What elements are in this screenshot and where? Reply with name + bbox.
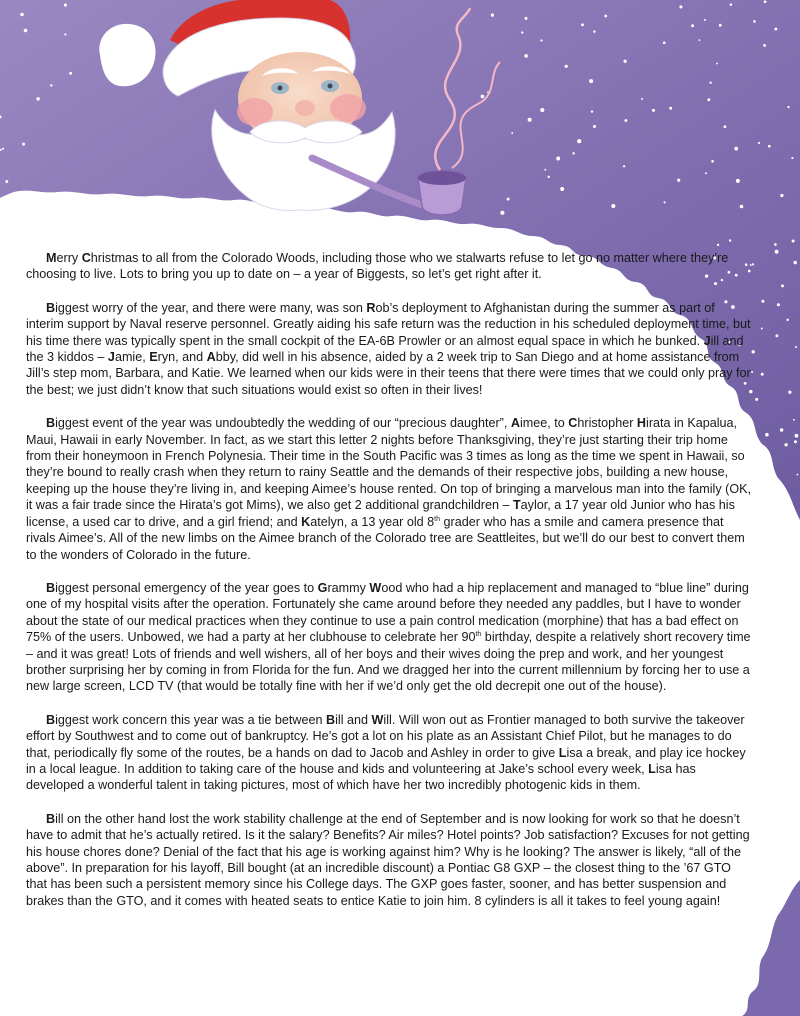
initial-letter: B	[46, 580, 56, 595]
snowflake-icon	[50, 84, 52, 86]
paragraph-text: ill and the 3 kiddos –	[26, 333, 744, 365]
paragraph-text: ood who had a hip replacement and managed to “blue line” during one of my hospital visits after the operation. Fortunately she came around before they needed any paddles, but I have to wonder about the state of our medical practices when they continue to use a pain control medication (morphine) that has a bad effect on 75% of the users. Unbowed, we had a party at her clubhouse to celebrate her 90	[26, 580, 749, 645]
initial-letter: H	[636, 416, 647, 431]
snowflake-icon	[664, 201, 666, 203]
snowflake-icon	[704, 19, 706, 21]
snowflake-icon	[511, 132, 513, 134]
letter-paragraph	[26, 250, 754, 283]
snowflake-icon	[623, 60, 626, 63]
snowflake-icon	[765, 433, 769, 437]
snowflake-icon	[758, 490, 760, 492]
snowflake-icon	[775, 334, 778, 337]
snowflake-icon	[64, 33, 66, 35]
snowflake-icon	[774, 243, 777, 246]
snowflake-icon	[652, 109, 655, 112]
initial-letter: A	[206, 350, 216, 365]
snowflake-icon	[768, 145, 771, 148]
snowflake-icon	[740, 205, 744, 209]
snowflake-icon	[669, 107, 672, 110]
initial-letter: W	[371, 712, 384, 727]
snowflake-icon	[589, 79, 593, 83]
paragraph-text: ill and	[335, 712, 372, 727]
initial-letter: B	[46, 416, 56, 431]
paragraph-text: irata in Kapalua, Maui, Hawaii in early November. In fact, as we start this letter 2 nights before Thanksgiving, they’re just starting their trip home from their honeymoon in French Polynesia. Their time in the South Pacific was 3 times as long as the time we spent in Hawaii, so they’re bound to really crash when they return to rainy Seattle and the demands of their respective jobs, building a new house, keeping up the house they’re living in, and keeping Aimee’s house rented. On top of bringing a marvelous man into the family (OK, it was a fair trade since the Hirata’s got Mims), we also get 2 additional grandchildren –	[26, 416, 752, 513]
initial-letter: L	[648, 761, 656, 776]
initial-letter: W	[369, 580, 382, 595]
paragraph-text: ill on the other hand lost the work stability challenge at the end of September and is now looking for work so that he doesn’t have to admit that he’s actually retired. Is it the salary? Benefits? Air miles? Hotel points? Job satisfaction? Excuses for not getting his house chores done? Denial of the fact that his age is working against him? Why is he looking? The answer is likely, “all of the above”. In preparation for his layoff, Bill bought (at an incredible discount) a Pontiac G8 GXP – the closest thing to the ’67 GTO that has been such a persistent memory since his College days. The GXP goes faster, sooner, and has better suspension and brakes than the GTO, and it comes with heated seats to entice Katie to join him. 8 cylinders is all it takes to feel young again!	[26, 811, 750, 908]
snowflake-icon	[796, 474, 798, 476]
paragraph-text: grader who has a smile and camera presence that rivals Aimee’s. All of the new limbs on the Aimee branch of the Colorado tree are Seattleites, but we’ll do our best to convert them to the wonders of Colorado in the future.	[26, 514, 745, 562]
right-cheek	[330, 94, 366, 122]
initial-letter: J	[107, 350, 115, 365]
snowflake-icon	[691, 24, 694, 27]
snowflake-icon	[777, 303, 780, 306]
letter-body	[26, 250, 754, 926]
snowflake-icon	[528, 118, 532, 122]
snowflake-icon	[593, 30, 595, 32]
snowflake-icon	[677, 179, 680, 182]
paragraph-text: atelyn, a 13 year old 8	[310, 514, 435, 529]
paragraph-text: birthday, despite a relatively short recovery time – and it was great! Lots of friends and well wishers, all of her boys and their wives doing the prep and work, and her youngest brother surprising her by coming in from Florida for the fun. And we dragged her into the current millennium by forcing her to use a new large screen, LCD TV (that would be totally fine with her if we’d only get the old decrepit one out of the house).	[26, 630, 751, 694]
snowflake-icon	[560, 187, 564, 191]
snowflake-icon	[577, 139, 581, 143]
snowflake-icon	[753, 20, 756, 23]
letter-paragraph	[26, 811, 754, 909]
snowflake-icon	[717, 244, 719, 246]
snowflake-icon	[22, 143, 25, 146]
snowflake-icon	[20, 13, 24, 17]
letter-paragraph	[26, 415, 754, 563]
initial-letter: C	[81, 251, 91, 265]
snowflake-icon	[2, 148, 4, 150]
initial-letter: B	[46, 712, 56, 727]
snowflake-icon	[36, 97, 39, 100]
paragraph-text: iggest event of the year was undoubtedly the wedding of our “precious daughter”,	[55, 416, 511, 431]
ordinal-suffix: th	[434, 515, 440, 523]
initial-letter: T	[512, 498, 521, 513]
paragraph-text: erry	[56, 251, 82, 265]
snowflake-icon	[705, 172, 707, 174]
paragraph-text: iggest worry of the year, and there were many, was son	[55, 300, 367, 315]
snowflake-icon	[761, 300, 764, 303]
snowflake-icon	[572, 152, 574, 154]
snowflake-icon	[776, 496, 779, 499]
snowflake-icon	[521, 31, 523, 33]
snowflake-icon	[716, 63, 718, 65]
snowflake-icon	[734, 147, 738, 151]
snowflake-icon	[591, 110, 593, 112]
snowflake-icon	[547, 176, 549, 178]
initial-letter: R	[366, 300, 376, 315]
snowflake-icon	[663, 41, 666, 44]
snowflake-icon	[481, 95, 485, 99]
snowflake-icon	[679, 5, 682, 8]
snowflake-icon	[540, 39, 542, 41]
snowflake-icon	[793, 419, 795, 421]
snowflake-icon	[69, 72, 72, 75]
snowflake-icon	[788, 391, 791, 394]
snowflake-icon	[719, 24, 722, 27]
paragraph-text: hristopher	[577, 416, 637, 431]
snowflake-icon	[623, 165, 625, 167]
snowflake-icon	[774, 28, 777, 31]
paragraph-text: ill. Will won out as Frontier managed to both survive the takeover effort by Southwest and to come out of bankruptcy. He’s got a lot on his plate as an Assistant Chief Pilot, but he manages to do that, periodically fly some of the routes, be a hands on dad to Jacob and Ashley in order to give	[26, 712, 745, 760]
initial-letter: B	[46, 300, 56, 315]
snowflake-icon	[611, 204, 615, 208]
snowflake-icon	[795, 346, 797, 348]
paragraph-text: rammy	[327, 580, 370, 595]
paragraph-text: isa has developed a wonderful talent in taking pictures, most of which have her two incredibly photogenic kids in them.	[26, 761, 696, 793]
snowflake-icon	[730, 3, 733, 6]
nose	[295, 100, 315, 116]
snowflake-icon	[761, 373, 764, 376]
snowflake-icon	[593, 125, 596, 128]
snowflake-icon	[699, 39, 701, 41]
paragraph-text: aylor, a 17 year old Junior who has his license, a used car to drive, and a girl friend; and	[26, 498, 735, 529]
paragraph-text: ryn, and	[157, 350, 207, 365]
snowflake-icon	[524, 54, 528, 58]
snowflake-icon	[764, 0, 767, 3]
snowflake-icon	[491, 13, 494, 16]
letter-paragraph	[26, 580, 754, 695]
snowflake-icon	[5, 180, 8, 183]
initial-letter: B	[326, 712, 336, 727]
snowflake-icon	[525, 17, 528, 20]
initial-letter: B	[46, 811, 56, 826]
snowflake-icon	[791, 157, 793, 159]
initial-letter: K	[301, 514, 311, 529]
paragraph-text: iggest work concern this year was a tie between	[55, 712, 327, 727]
snowflake-icon	[794, 440, 797, 443]
paragraph-text: hristmas to all from the Colorado Woods, including those who we stalwarts refuse to let go no matter where they’re choosing to live. Lots to bring you up to date on – a year of Biggests, so let’s get right after it.	[26, 251, 729, 282]
snowflake-icon	[786, 319, 788, 321]
snowflake-icon	[709, 82, 711, 84]
snowflake-icon	[794, 261, 797, 264]
snowflake-icon	[64, 3, 67, 6]
initial-letter: G	[317, 580, 328, 595]
snowflake-icon	[780, 194, 783, 197]
snowflake-icon	[761, 328, 763, 330]
initial-letter: J	[703, 333, 711, 348]
snowflake-icon	[707, 98, 710, 101]
snowflake-icon	[641, 98, 643, 100]
snowflake-icon	[755, 398, 758, 401]
letter-paragraph	[26, 712, 754, 794]
snowflake-icon	[787, 106, 789, 108]
snowflake-icon	[781, 284, 784, 287]
ordinal-suffix: th	[475, 630, 482, 638]
snowflake-icon	[795, 434, 799, 438]
paragraph-text: isa a break, and play ice hockey in a local league. In addition to taking care of the house and kids and volunteering at Jake’s school every week,	[26, 745, 746, 776]
snowflake-icon	[540, 108, 544, 112]
snowflake-icon	[723, 125, 726, 128]
snowflake-icon	[24, 29, 28, 33]
paragraph-text: iggest personal emergency of the year goes to	[55, 580, 318, 595]
snowflake-icon	[763, 44, 766, 47]
snowflake-icon	[775, 250, 779, 254]
snowflake-icon	[758, 142, 760, 144]
snowflake-icon	[736, 179, 740, 183]
snowflake-icon	[565, 65, 568, 68]
snowflake-icon	[766, 495, 770, 499]
snowflake-icon	[556, 157, 560, 161]
initial-letter: E	[149, 350, 158, 365]
letter-paragraph	[26, 300, 754, 398]
snowflake-icon	[780, 428, 783, 431]
snowflake-icon	[500, 211, 504, 215]
paragraph-text: bby, did well in his absence, aided by a 2 week trip to San Diego and at home assistance from Jill’s step mom, Barbara, and Katie. We learned when our kids were in their teens that there were times that we could only pray for the best; we just didn’t know that such situations would exist so often in their lives!	[26, 350, 751, 397]
snowflake-icon	[792, 239, 795, 242]
paragraph-text: imee, to	[519, 416, 569, 431]
snowflake-icon	[729, 239, 731, 241]
paragraph-text: amie,	[114, 350, 150, 365]
initial-letter: C	[568, 416, 578, 431]
initial-letter: L	[558, 745, 567, 760]
snowflake-icon	[581, 23, 584, 26]
snowflake-icon	[711, 160, 714, 163]
snowflake-icon	[784, 443, 787, 446]
snowflake-icon	[624, 119, 627, 122]
snowflake-icon	[507, 198, 510, 201]
paragraph-text: ob’s deployment to Afghanistan during the summer as part of interim support by Naval reserve personnel. Greatly aiding his safe return was the reduction in his scheduled deployment time, but his time there was typically spent in the small cockpit of the EA-6B Prowler or an almost equal space in which he bunked.	[26, 300, 751, 348]
snowflake-icon	[604, 15, 607, 18]
initial-letter: A	[510, 416, 520, 431]
snowflake-icon	[544, 169, 546, 171]
initial-letter: M	[46, 251, 57, 265]
